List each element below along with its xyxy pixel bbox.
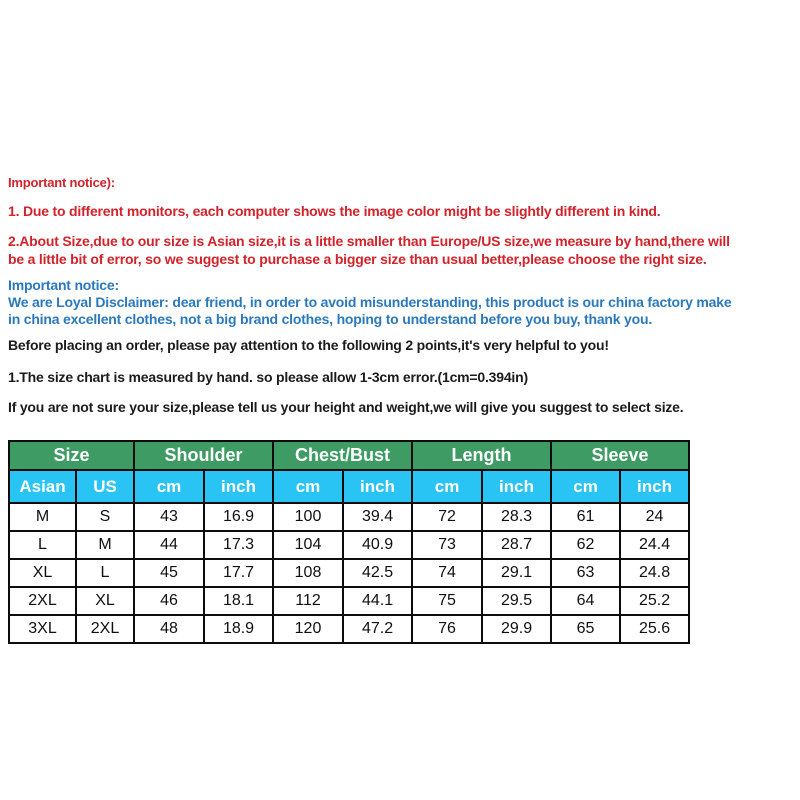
subheader-us: US [76, 470, 134, 503]
subheader-length-cm: cm [412, 470, 482, 503]
table-cell: 45 [134, 559, 204, 587]
blue-notice-title: Important notice: [8, 277, 119, 293]
table-cell: 17.7 [204, 559, 273, 587]
group-header-shoulder: Shoulder [134, 441, 273, 470]
table-cell: 2XL [9, 587, 76, 615]
table-cell: 104 [273, 531, 343, 559]
table-cell: 48 [134, 615, 204, 643]
table-cell: 100 [273, 503, 343, 531]
subheader-asian: Asian [9, 470, 76, 503]
table-row [9, 615, 689, 643]
table-cell: S [76, 503, 134, 531]
table-cell: 42.5 [343, 559, 412, 587]
black-instruction-line3: If you are not sure your size,please tell us your height and weight,we will give you suggest to select size. [8, 399, 684, 415]
subheader-chest-cm: cm [273, 470, 343, 503]
table-cell: 24.8 [620, 559, 689, 587]
table-cell: 120 [273, 615, 343, 643]
table-cell: 29.1 [482, 559, 551, 587]
table-group-header-row [9, 441, 689, 470]
subheader-shoulder-cm: cm [134, 470, 204, 503]
group-header-sleeve: Sleeve [551, 441, 689, 470]
table-cell: 62 [551, 531, 620, 559]
table-row [9, 531, 689, 559]
red-notice-point2-line2: be a little bit of error, so we suggest to purchase a bigger size than usual better,please choose the right size. [8, 251, 707, 267]
table-cell: 112 [273, 587, 343, 615]
table-cell: 2XL [76, 615, 134, 643]
group-header-length: Length [412, 441, 551, 470]
table-cell: 28.3 [482, 503, 551, 531]
table-cell: 73 [412, 531, 482, 559]
table-cell: 29.5 [482, 587, 551, 615]
table-cell: 76 [412, 615, 482, 643]
table-cell: 28.7 [482, 531, 551, 559]
table-cell: 16.9 [204, 503, 273, 531]
group-header-chest-bust: Chest/Bust [273, 441, 412, 470]
table-cell: 44 [134, 531, 204, 559]
table-cell: 65 [551, 615, 620, 643]
table-cell: 46 [134, 587, 204, 615]
black-instruction-line2: 1.The size chart is measured by hand. so please allow 1-3cm error.(1cm=0.394in) [8, 369, 528, 385]
table-cell: 3XL [9, 615, 76, 643]
table-subheader-row [9, 470, 689, 503]
table-cell: 39.4 [343, 503, 412, 531]
black-instruction-line1: Before placing an order, please pay attention to the following 2 points,it's very helpful to you! [8, 337, 609, 353]
table-row [9, 559, 689, 587]
subheader-shoulder-inch: inch [204, 470, 273, 503]
subheader-length-inch: inch [482, 470, 551, 503]
red-notice-point2-line1: 2.About Size,due to our size is Asian size,it is a little smaller than Europe/US size,we measure by hand,there will [8, 233, 730, 249]
subheader-chest-inch: inch [343, 470, 412, 503]
table-row [9, 587, 689, 615]
table-cell: 44.1 [343, 587, 412, 615]
table-cell: 74 [412, 559, 482, 587]
table-row [9, 503, 689, 531]
group-header-size: Size [9, 441, 134, 470]
blue-notice-line2: in china excellent clothes, not a big brand clothes, hoping to understand before you buy, thank you. [8, 311, 653, 327]
table-cell: L [76, 559, 134, 587]
table-cell: 25.6 [620, 615, 689, 643]
table-cell: 63 [551, 559, 620, 587]
table-cell: 64 [551, 587, 620, 615]
table-cell: XL [76, 587, 134, 615]
table-cell: XL [9, 559, 76, 587]
table-cell: 24.4 [620, 531, 689, 559]
table-cell: 47.2 [343, 615, 412, 643]
table-cell: 40.9 [343, 531, 412, 559]
subheader-sleeve-cm: cm [551, 470, 620, 503]
table-cell: 43 [134, 503, 204, 531]
size-chart-table [8, 440, 690, 644]
subheader-sleeve-inch: inch [620, 470, 689, 503]
blue-notice-line1: We are Loyal Disclaimer: dear friend, in order to avoid misunderstanding, this product is our china factory make [8, 294, 732, 310]
red-notice-point1: 1. Due to different monitors, each computer shows the image color might be slightly different in kind. [8, 203, 661, 219]
table-cell: 61 [551, 503, 620, 531]
table-cell: 108 [273, 559, 343, 587]
table-cell: 29.9 [482, 615, 551, 643]
table-cell: 17.3 [204, 531, 273, 559]
table-cell: M [76, 531, 134, 559]
table-cell: 24 [620, 503, 689, 531]
table-cell: 25.2 [620, 587, 689, 615]
table-cell: 18.9 [204, 615, 273, 643]
table-cell: 18.1 [204, 587, 273, 615]
table-cell: 72 [412, 503, 482, 531]
table-cell: L [9, 531, 76, 559]
table-cell: M [9, 503, 76, 531]
red-notice-title: Important notice): [8, 175, 115, 190]
table-cell: 75 [412, 587, 482, 615]
